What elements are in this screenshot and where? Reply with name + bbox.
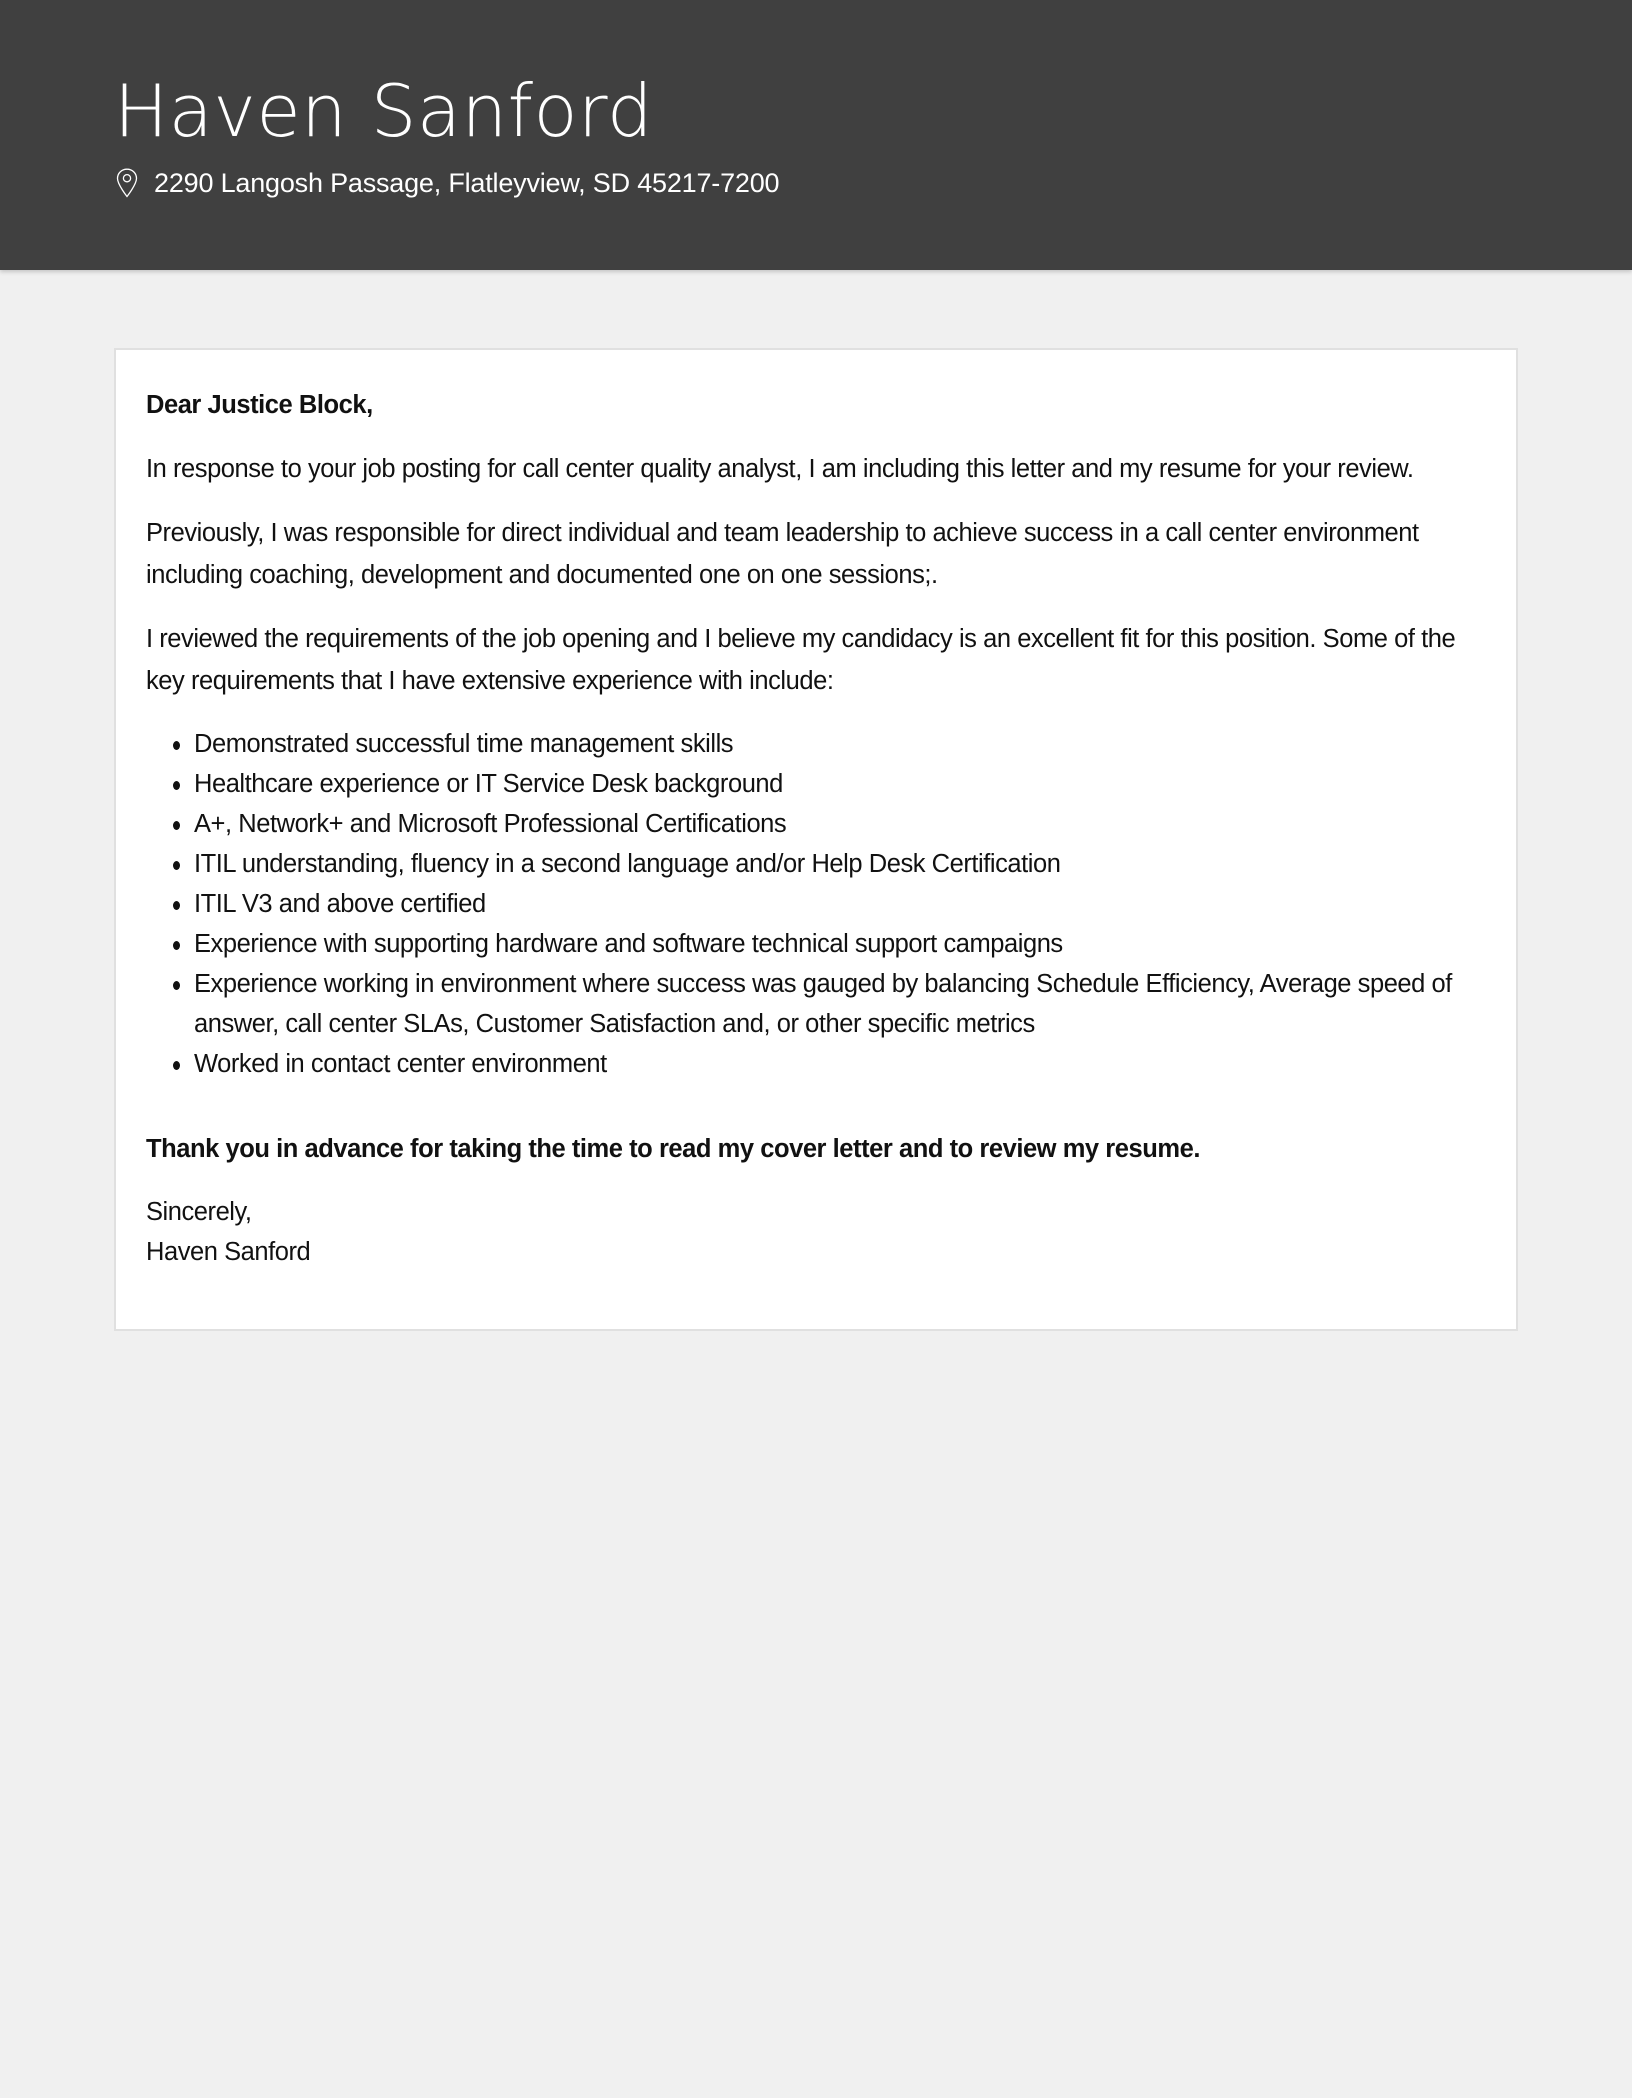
letter-body: [146, 384, 1488, 1272]
page-header: [0, 0, 1632, 270]
list-item: Experience with supporting hardware and software technical support campaigns: [146, 924, 1488, 964]
address-text: 2290 Langosh Passage, Flatleyview, SD 45217-7200: [154, 168, 780, 198]
paragraph-intro: In response to your job posting for call center quality analyst, I am including this letter and my resume for your review.: [146, 455, 1414, 483]
salutation: Dear Justice Block,: [146, 391, 373, 419]
applicant-name: Haven Sanford: [114, 69, 654, 153]
list-item: ITIL understanding, fluency in a second language and/or Help Desk Certification: [146, 844, 1488, 884]
signature: Haven Sanford: [146, 1238, 311, 1266]
thanks-paragraph: Thank you in advance for taking the time to read my cover letter and to review my resume.: [146, 1135, 1200, 1163]
closing: Sincerely,: [146, 1198, 252, 1226]
address-row: [116, 166, 779, 200]
paragraph-experience: Previously, I was responsible for direct individual and team leadership to achieve success in a call center environment including coaching, development and documented one on one sessions;.: [146, 519, 1419, 589]
list-item: Experience working in environment where success was gauged by balancing Schedule Efficiency, Average speed of answer, call center SLAs, Customer Satisfaction and, or other specific metrics: [146, 964, 1488, 1044]
map-pin-icon: [116, 168, 138, 198]
list-item: Worked in contact center environment: [146, 1044, 1488, 1084]
requirements-list: [146, 724, 1488, 1084]
list-item: Demonstrated successful time management skills: [146, 724, 1488, 764]
paragraph-requirements: I reviewed the requirements of the job opening and I believe my candidacy is an excellent fit for this position. Some of the key requirements that I have extensive experience with include:: [146, 625, 1456, 695]
list-item: A+, Network+ and Microsoft Professional Certifications: [146, 804, 1488, 844]
list-item: Healthcare experience or IT Service Desk background: [146, 764, 1488, 804]
list-item: ITIL V3 and above certified: [146, 884, 1488, 924]
cover-letter-panel: [114, 348, 1518, 1331]
